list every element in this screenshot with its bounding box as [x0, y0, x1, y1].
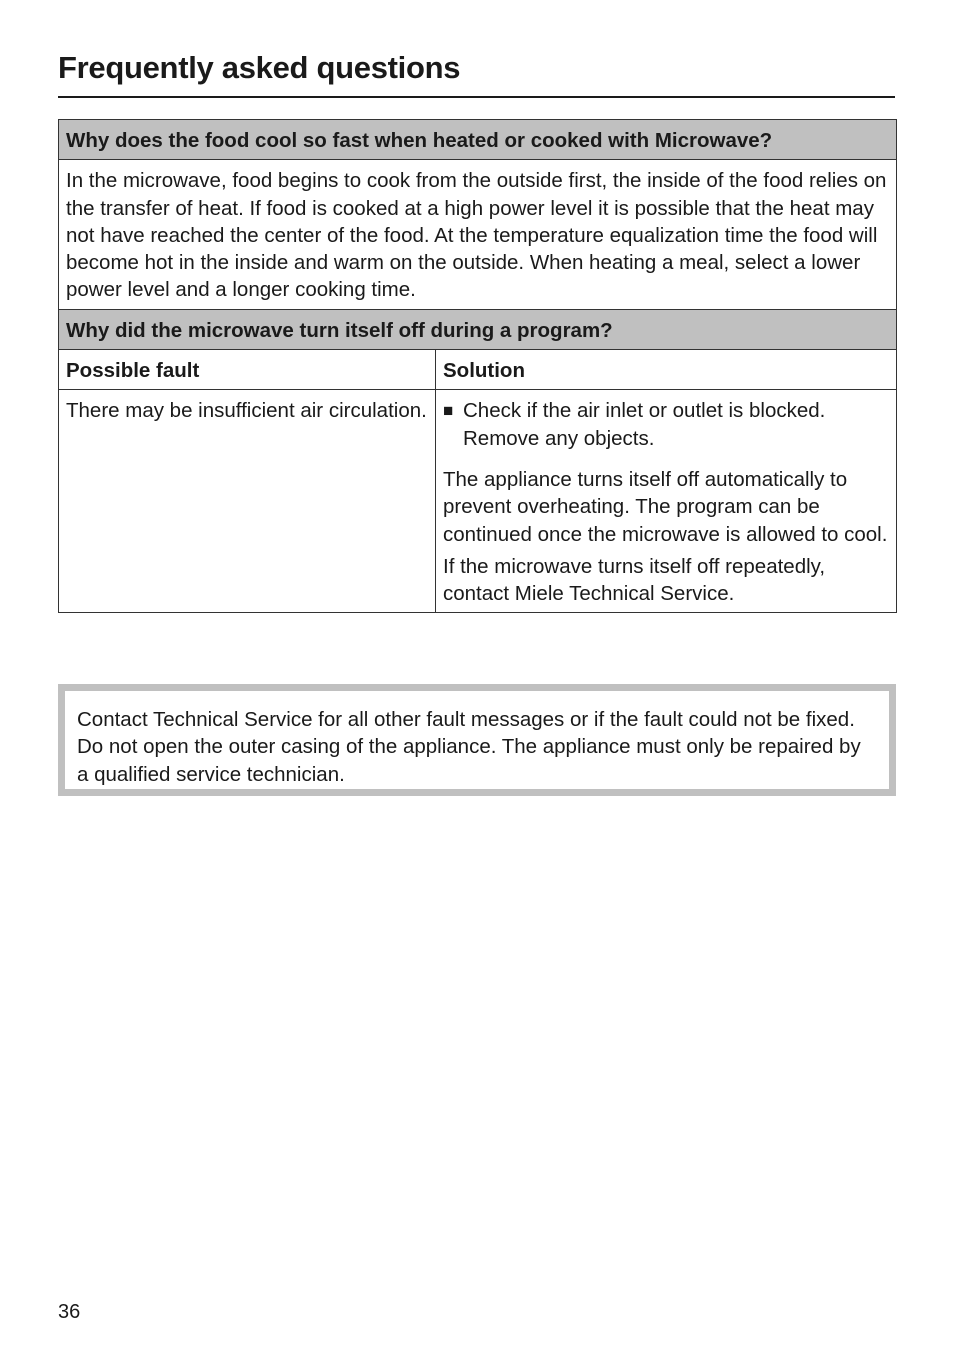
square-bullet-icon: ■ — [443, 401, 454, 421]
fault-cell: There may be insufficient air circulation. — [59, 390, 436, 613]
solution-paragraph-1: The appliance turns itself off automatically to prevent overheating. The program can be continued once the microwave is allowed to cool. — [443, 467, 888, 546]
page-number: 36 — [58, 1301, 81, 1323]
column-header-solution: Solution — [436, 350, 897, 390]
solution-bullet-text: Check if the air inlet or outlet is blocked. Remove any objects. — [463, 399, 826, 450]
faq1-answer: In the microwave, food begins to cook from the outside first, the inside of the food relies on the transfer of heat. If food is cooked at a high power level it is possible that the heat may not have reached the center of the food. At the temperature equalization time the food will become hot in the inside and warm on the outside. When heating a meal, select a lower power level and a longer cooking time. — [59, 160, 897, 309]
solution-bullet-item — [443, 397, 889, 452]
faq2-question-row — [59, 309, 897, 349]
faq1-question: Why does the food cool so fast when heated or cooked with Microwave? — [59, 120, 897, 160]
faq1-answer-row — [59, 160, 897, 309]
faq2-column-header-row — [59, 350, 897, 390]
solution-paragraph-2: If the microwave turns itself off repeatedly, contact Miele Technical Service. — [443, 554, 826, 606]
faq1-question-row — [59, 120, 897, 160]
column-header-fault: Possible fault — [59, 350, 436, 390]
faq2-question: Why did the microwave turn itself off during a program? — [59, 309, 897, 349]
service-note-text: Contact Technical Service for all other fault messages or if the fault could not be fixed. Do not open the outer casing of the appliance. The appliance must only be repaired by a qualified service technician. — [77, 708, 861, 786]
solution-cell — [436, 390, 897, 613]
faq-table — [58, 119, 897, 613]
page-title: Frequently asked questions — [58, 50, 895, 98]
faq2-fault-row — [59, 390, 897, 613]
service-note-box — [58, 684, 896, 796]
